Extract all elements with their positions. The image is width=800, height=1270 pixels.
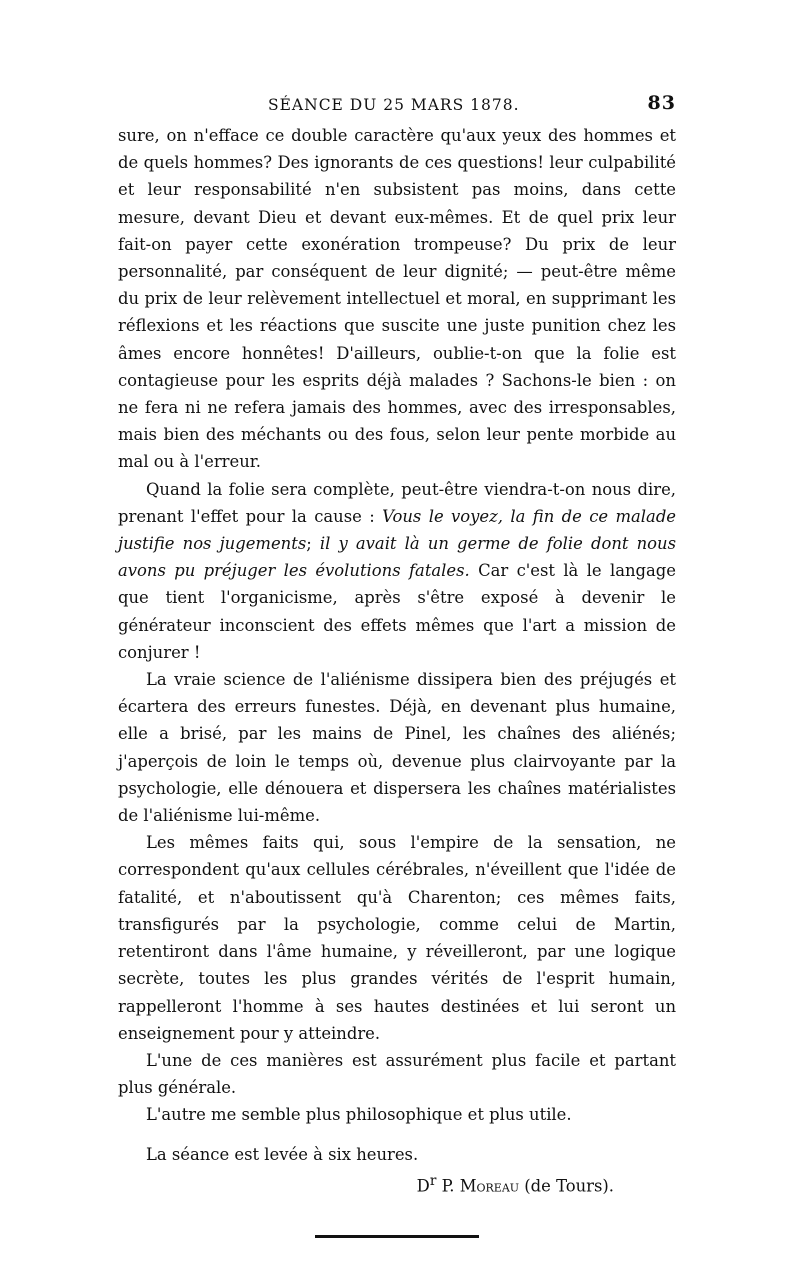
folie-italic-2: il y avait là un germe de folie dont nous avons pu préjuger les évolutions fatales. <box>118 534 676 581</box>
paragraph-science: La vraie science de l'aliénisme dissipera bien des préjugés et écartera des erreurs funestes. Déjà, en devenant plus humaine, elle a brisé, par les mains de Pinel, les chaînes des aliénés; j'aperçois de loin le temps où, devenue plus clairvoyante par la psychologie, elle dénouera et dispersera les chaînes matérialistes de l'aliénisme lui-même. <box>118 670 676 826</box>
paragraph-maniere-1: L'une de ces manières est assurément plus facile et partant plus générale. <box>118 1050 676 1098</box>
folie-text-2: ; <box>306 534 320 554</box>
folie-italic-1: Vous le voyez, la fin de ce malade justifie nos jugements <box>118 506 677 554</box>
paragraph-continued: sure, on n'efface ce double caractère qu'aux yeux des hommes et de quels hommes? Des ignorants de ces questions! leur culpabilité et leur responsabilité n'en subsistent pas moins, dans cette mesure, devant Dieu et devant eux-mêmes. Et de quel prix leur fait-on payer cette exonération trompeuse? Du prix de leur personnalité, par conséquent de leur dignité; — peut-être même du prix de leur relèvement intellectuel et moral, en supprimant les réflexions et les réactions que suscite une juste punition chez les âmes encore honnêtes! D'ailleurs, oublie-t-on que la folie est contagieuse pour les esprits déjà malades ? Sachons-le bien : on ne fera ni ne refera jamais des hommes, avec des irresponsables, mais bien des méchants ou des fous, selon leur pente morbide au mal ou à l'erreur. <box>118 126 676 472</box>
book-page <box>118 92 676 1238</box>
paragraph-maniere-2: L'autre me semble plus philosophique et plus utile. <box>146 1105 572 1125</box>
folie-text-3: Car c'est là le langage que tient l'organicisme, après s'être exposé à devenir le générateur inconscient des effets mêmes que l'art a mission de conjurer ! <box>118 561 676 662</box>
closing-rule <box>315 1235 479 1238</box>
signature-title-sup: r <box>429 1172 437 1189</box>
body-text <box>118 122 676 1168</box>
paragraph-faits: Les mêmes faits qui, sous l'empire de la sensation, ne correspondent qu'aux cellules cérébrales, n'éveillent que l'idée de fatalité, et n'aboutissent qu'à Charenton; ces mêmes faits, transfigurés par la psychologie, comme celui de Martin, retentiront dans l'âme humaine, y réveilleront, par une logique secrète, toutes les plus grandes vérités de l'esprit humain, rappelleront l'homme à ses hautes destinées et lui seront un enseignement pour y atteindre. <box>118 833 676 1043</box>
closing-line: La séance est levée à six heures. <box>146 1144 419 1164</box>
signature-name: Moreau <box>459 1176 520 1196</box>
signature-title: D <box>416 1176 430 1196</box>
signature <box>118 1168 676 1200</box>
paragraph-folie <box>118 476 676 666</box>
page-number: 83 <box>647 92 676 114</box>
signature-place: (de Tours). <box>524 1176 614 1196</box>
running-head: SÉANCE DU 25 MARS 1878. <box>268 96 520 114</box>
signature-initial: P. <box>441 1176 455 1196</box>
folie-text-1: Quand la folie sera complète, peut-être viendra-t-on nous dire, prenant l'effet pour la cause : <box>118 479 676 526</box>
page-header <box>118 92 676 122</box>
